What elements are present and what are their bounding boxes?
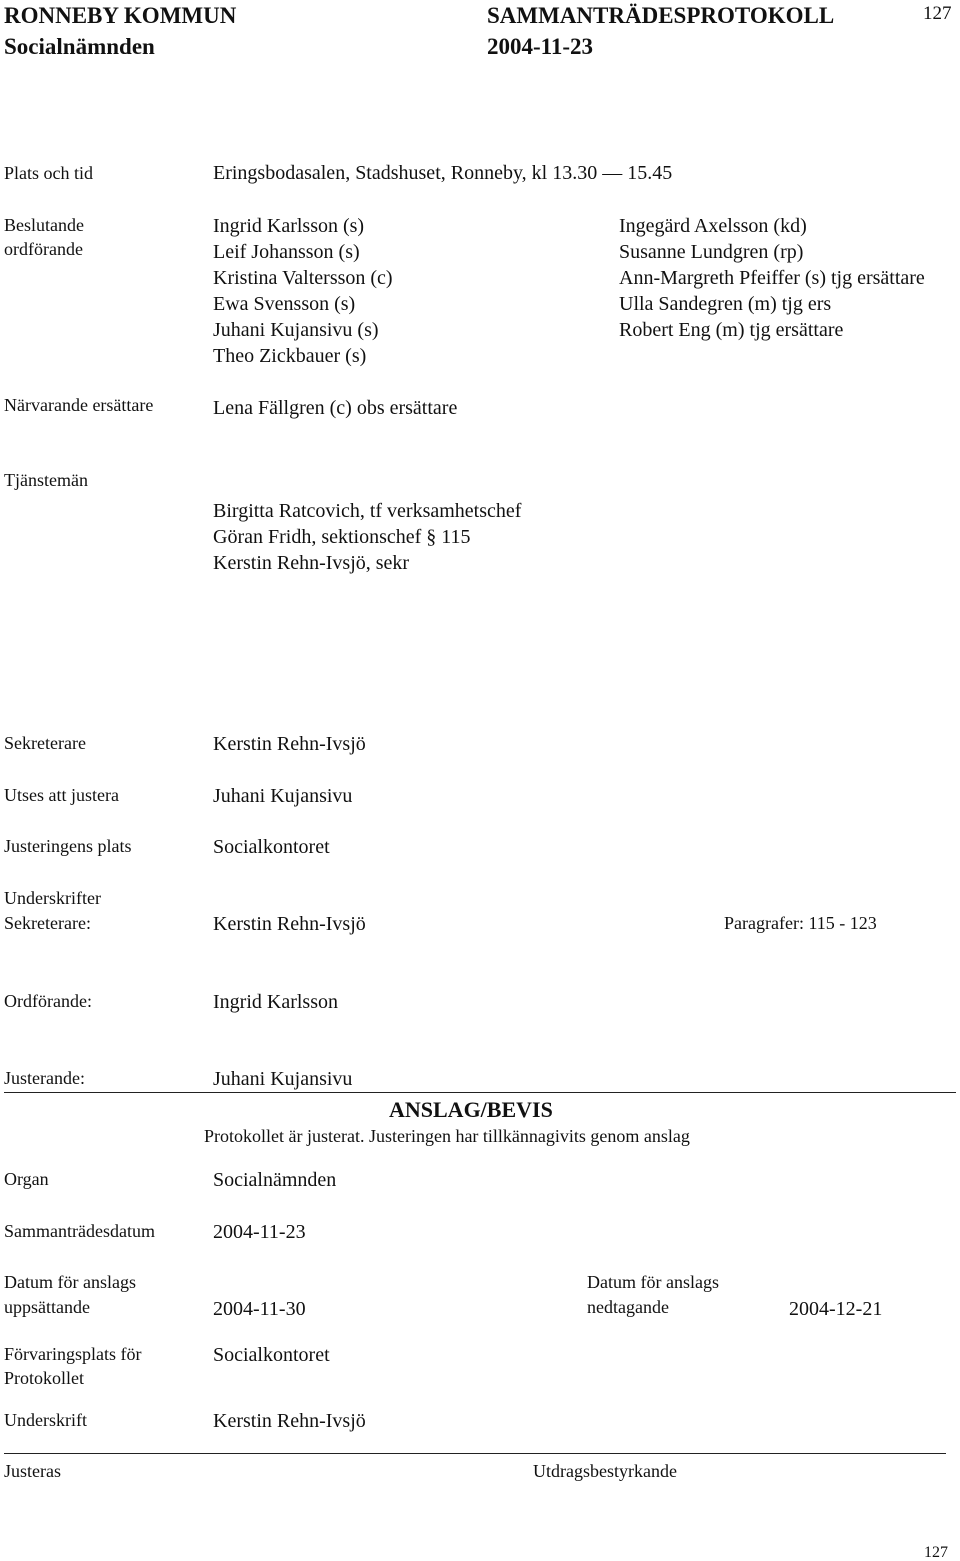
secretary-label: Sekreterare <box>4 733 86 753</box>
meeting-date-label: Sammanträdesdatum <box>4 1221 155 1241</box>
substitutes-label: Närvarande ersättare <box>4 395 154 415</box>
municipality-name: RONNEBY KOMMUN <box>4 3 237 28</box>
document-type: SAMMANTRÄDESPROTOKOLL <box>487 3 835 28</box>
adjusted-label: Justeras <box>4 1461 61 1481</box>
place-time-label: Plats och tid <box>4 163 93 183</box>
official: Göran Fridh, sektionschef § 115 <box>213 526 471 548</box>
member: Ingrid Karlsson (s) <box>213 215 365 237</box>
notice-subtitle: Protokollet är justerat. Justeringen har tillkännagivits genom anslag <box>204 1126 690 1146</box>
header-page-number: 127 <box>923 3 952 24</box>
storage-label-cont: Protokollet <box>4 1368 84 1388</box>
organ-label: Organ <box>4 1169 49 1189</box>
signature-adjuster-label: Justerande: <box>4 1068 85 1088</box>
signatures-heading: Underskrifter <box>4 888 101 908</box>
member: Ulla Sandegren (m) tjg ers <box>619 293 832 315</box>
removal-date-label-cont: nedtagande <box>587 1297 669 1317</box>
substitutes-value: Lena Fällgren (c) obs ersättare <box>213 397 458 419</box>
posting-date-value: 2004-11-30 <box>213 1298 306 1320</box>
signature-secretary-value: Kerstin Rehn-Ivsjö <box>213 913 366 935</box>
official: Kerstin Rehn-Ivsjö, sekr <box>213 552 410 574</box>
decision-makers-label: Beslutande <box>4 215 84 235</box>
paragraphs-range: Paragrafer: 115 - 123 <box>724 913 877 933</box>
meeting-date: 2004-11-23 <box>487 34 594 59</box>
adjuster-label: Utses att justera <box>4 785 119 805</box>
notice-title: ANSLAG/BEVIS <box>389 1097 553 1122</box>
signature-chair-value: Ingrid Karlsson <box>213 991 338 1013</box>
member: Robert Eng (m) tjg ersättare <box>619 319 844 341</box>
adjust-place-label: Justeringens plats <box>4 836 132 856</box>
footer-divider-line <box>4 1453 946 1454</box>
official: Birgitta Ratcovich, tf verksamhetschef <box>213 500 522 522</box>
removal-date-value: 2004-12-21 <box>789 1298 883 1320</box>
organ-value: Socialnämnden <box>213 1169 337 1191</box>
member: Ann-Margreth Pfeiffer (s) tjg ersättare <box>619 267 925 289</box>
adjuster-value: Juhani Kujansivu <box>213 785 353 807</box>
adjust-place-value: Socialkontoret <box>213 836 330 858</box>
member: Ingegärd Axelsson (kd) <box>619 215 807 237</box>
posting-date-label: Datum för anslags <box>4 1272 136 1292</box>
signature-label: Underskrift <box>4 1410 87 1430</box>
footer-page-number: 127 <box>924 1544 948 1561</box>
extract-certified-label: Utdragsbestyrkande <box>533 1461 677 1481</box>
place-time-value: Eringsbodasalen, Stadshuset, Ronneby, kl 13.30 — 15.45 <box>213 162 673 184</box>
member: Juhani Kujansivu (s) <box>213 319 379 341</box>
signature-value: Kerstin Rehn-Ivsjö <box>213 1410 366 1432</box>
storage-label: Förvaringsplats för <box>4 1344 142 1364</box>
posting-date-label-cont: uppsättande <box>4 1297 90 1317</box>
committee-name: Socialnämnden <box>4 34 155 59</box>
signature-adjuster-value: Juhani Kujansivu <box>213 1068 353 1090</box>
officials-label: Tjänstemän <box>4 470 88 490</box>
secretary-value: Kerstin Rehn-Ivsjö <box>213 733 366 755</box>
member: Kristina Valtersson (c) <box>213 267 393 289</box>
member: Leif Johansson (s) <box>213 241 360 263</box>
member: Susanne Lundgren (rp) <box>619 241 804 263</box>
member: Ewa Svensson (s) <box>213 293 356 315</box>
divider-line <box>4 1092 956 1093</box>
member: Theo Zickbauer (s) <box>213 345 367 367</box>
meeting-date-value: 2004-11-23 <box>213 1221 306 1243</box>
chair-label: ordförande <box>4 239 83 259</box>
storage-value: Socialkontoret <box>213 1344 330 1366</box>
signature-secretary-label: Sekreterare: <box>4 913 91 933</box>
removal-date-label: Datum för anslags <box>587 1272 719 1292</box>
signature-chair-label: Ordförande: <box>4 991 92 1011</box>
